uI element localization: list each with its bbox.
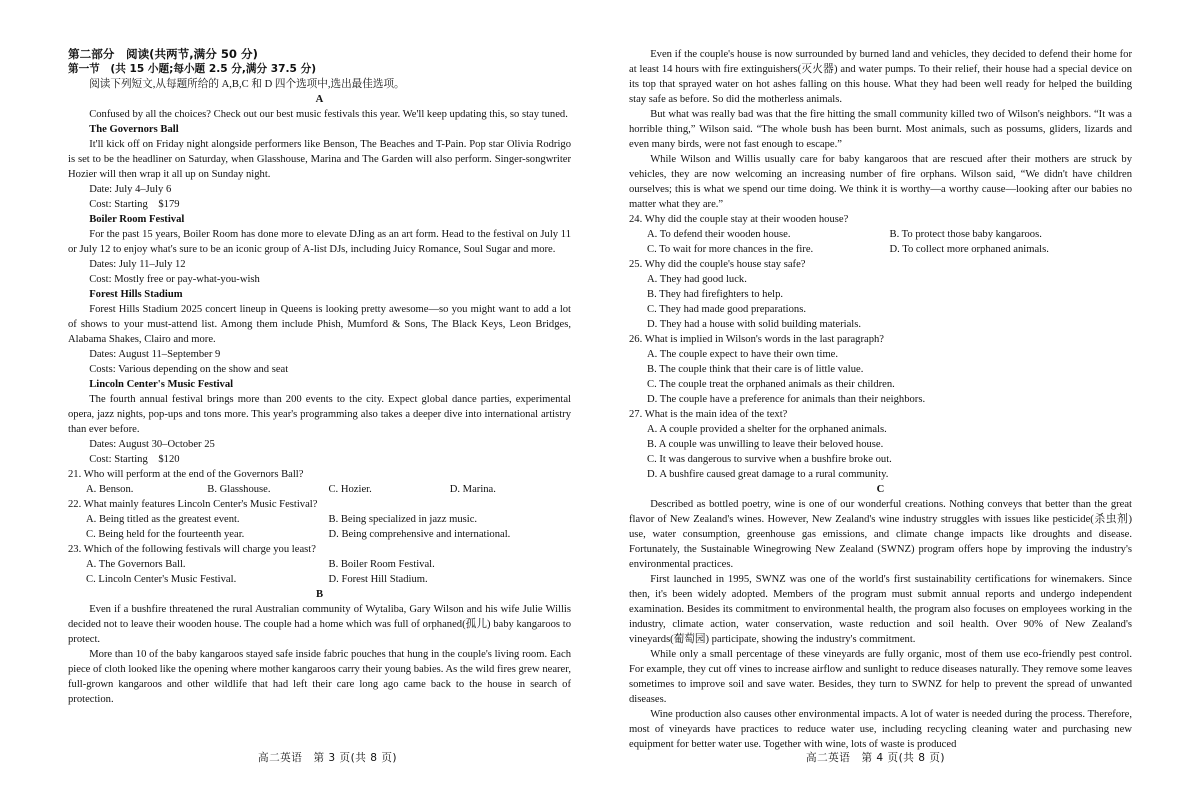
answer-option: D. Being comprehensive and international. bbox=[328, 529, 511, 540]
answer-option: A. They had good luck. bbox=[647, 274, 747, 285]
answer-option: A. To defend their wooden house. bbox=[647, 229, 791, 240]
question-options bbox=[68, 512, 571, 542]
answer-option: D. Marina. bbox=[449, 484, 496, 495]
question-options bbox=[629, 347, 1132, 407]
passage-c-paragraph: First launched in 1995, SWNZ was one of the world's first sustainability certifications for winemakers. Since then, it's been widely adopted. Members of the program must submit annual reports and undergo independent examination. Besides its commitment to environmental health, the program also focuses on employees working in the industry, climate action, water conservation, waste reduction and soil health. Over 90% of New Zealand's vineyards(葡萄园) participate, showing the industry's commitment. bbox=[629, 574, 1132, 645]
option-row bbox=[647, 467, 1132, 482]
passage-c-paragraph: Wine production also causes other environmental impacts. A lot of water is needed during the process. Therefore, most of vineyards have practices to reduce water use, including recycling cleaning water and purchasing new equipment for better water use. Together with wine, lots of waste is produced bbox=[629, 709, 1132, 750]
answer-option: D. To collect more orphaned animals. bbox=[889, 244, 1049, 255]
option-row bbox=[647, 437, 1132, 452]
answer-option: C. Hozier. bbox=[328, 484, 372, 495]
festival-text: The fourth annual festival brings more than 200 events to the city. Expect global dance parties, experimental opera, jazz nights, pop-ups and tons more. This year's programming also takes a deeper dive into international artistry than ever before. bbox=[68, 394, 571, 435]
answer-option: C. They had made good preparations. bbox=[647, 304, 806, 315]
passage-b-label: B bbox=[315, 589, 324, 600]
passage-a-intro: Confused by all the choices? Check out our best music festivals this year. We'll keep updating this, so stay tuned. bbox=[89, 109, 568, 120]
passage-c-paragraph: Described as bottled poetry, wine is one of our wonderful creations. Nothing conveys that better than the great flavor of New Zealand's wines. However, New Zealand's wine industry struggles with issues like pesticide(杀虫剂) use, water consumption, greenhouse gas emissions, and climate change impacts like droughts and disease. Fortunately, the Sustainable Winegrowing New Zealand (SWNZ) program offers hope by improving the industry's environmental practices. bbox=[629, 499, 1132, 570]
page-footer-right: 高二英语 第 4 页(共 8 页) bbox=[806, 752, 946, 764]
option-row bbox=[86, 482, 571, 497]
question-options bbox=[629, 227, 1132, 257]
passage-b-paragraph: While Wilson and Willis usually care for baby kangaroos that are rescued after their mothers are struck by vehicles, they are now welcoming an increasing number of fire orphans. Wilson said, “We didn't have children ourselves; this is what we spend our time doing. We think it is worthy—a worthy cause—looking after our babies no matter what they are.” bbox=[629, 154, 1132, 210]
passage-c-paragraph: While only a small percentage of these vineyards are fully organic, most of them use eco-friendly pest control. For example, they cut off vines to increase airflow and sunlight to reduce diseases naturally. They remove some leaves sometimes to improve soil and save water. Besides, they turn to SWNZ for help to prevent the spread of unwanted diseases. bbox=[629, 649, 1132, 705]
answer-option: C. Being held for the fourteenth year. bbox=[86, 529, 245, 540]
option-row bbox=[647, 362, 1132, 377]
passage-a-label: A bbox=[315, 94, 324, 105]
question-stem: 26. What is implied in Wilson's words in the last paragraph? bbox=[629, 334, 885, 345]
option-row bbox=[647, 377, 1132, 392]
answer-option: B. Glasshouse. bbox=[207, 484, 271, 495]
festival-cost: Cost: Starting $179 bbox=[89, 199, 180, 210]
answer-option: B. The couple think that their care is of little value. bbox=[647, 364, 864, 375]
questions-24-27 bbox=[629, 212, 1132, 482]
festival-text: Forest Hills Stadium 2025 concert lineup in Queens is looking pretty awesome—so you might want to add a lot of shows to your must-attend list. Among them include Phish, Mumford & Sons, The Black Keys, Leon Bridges, Alabama Shakes, Clairo and more. bbox=[68, 304, 571, 345]
option-row bbox=[86, 572, 571, 587]
option-row bbox=[86, 527, 571, 542]
answer-option: B. They had firefighters to help. bbox=[647, 289, 784, 300]
page-footer-left: 高二英语 第 3 页(共 8 页) bbox=[258, 752, 398, 764]
question-stem: 25. Why did the couple's house stay safe? bbox=[629, 259, 806, 270]
answer-option: D. They had a house with solid building materials. bbox=[647, 319, 862, 330]
festival-cost: Cost: Starting $120 bbox=[89, 454, 180, 465]
answer-option: B. To protect those baby kangaroos. bbox=[889, 229, 1042, 240]
section-title: 第一节 (共 15 小题;每小题 2.5 分,满分 37.5 分) bbox=[68, 63, 317, 75]
left-page-column bbox=[68, 47, 571, 707]
answer-option: D. The couple have a preference for animals than their neighbors. bbox=[647, 394, 926, 405]
option-row bbox=[86, 512, 571, 527]
question-options bbox=[68, 557, 571, 587]
festival-date: Date: July 4–July 6 bbox=[89, 184, 172, 195]
option-row bbox=[647, 227, 1132, 242]
answer-option: D. Forest Hill Stadium. bbox=[328, 574, 428, 585]
festival-title: Boiler Room Festival bbox=[89, 214, 185, 225]
answer-option: A. The couple expect to have their own time. bbox=[647, 349, 839, 360]
festival-date: Dates: July 11–July 12 bbox=[89, 259, 186, 270]
festival-title: Forest Hills Stadium bbox=[89, 289, 183, 300]
question-options bbox=[68, 482, 571, 497]
festival-date: Dates: August 11–September 9 bbox=[89, 349, 221, 360]
part-title: 第二部分 阅读(共两节,满分 50 分) bbox=[68, 47, 258, 61]
festival-cost: Costs: Various depending on the show and seat bbox=[89, 364, 289, 375]
option-row bbox=[647, 242, 1132, 257]
question-options bbox=[629, 272, 1132, 332]
passage-c-label: C bbox=[876, 484, 885, 495]
option-row bbox=[647, 422, 1132, 437]
answer-option: B. Being specialized in jazz music. bbox=[328, 514, 478, 525]
question-options bbox=[629, 422, 1132, 482]
option-row bbox=[86, 557, 571, 572]
option-row bbox=[647, 272, 1132, 287]
question-stem: 22. What mainly features Lincoln Center's Music Festival? bbox=[68, 499, 318, 510]
questions-21-23 bbox=[68, 467, 571, 587]
festival-text: For the past 15 years, Boiler Room has done more to elevate DJing as an art form. Head to the festival on July 11 or July 12 to enjoy what's sure to be an iconic group of A-list DJs, including Juicy Romance, Soul Sugar and more. bbox=[68, 229, 571, 255]
festival-title: The Governors Ball bbox=[89, 124, 179, 135]
answer-option: C. The couple treat the orphaned animals as their children. bbox=[647, 379, 895, 390]
answer-option: D. A bushfire caused great damage to a rural community. bbox=[647, 469, 889, 480]
answer-option: B. A couple was unwilling to leave their beloved house. bbox=[647, 439, 884, 450]
festival-text: It'll kick off on Friday night alongside performers like Benson, The Beaches and T-Pain. Pop star Olivia Rodrigo is set to be the headliner on Saturday, when Glasshouse, Marina and The Garden will also perform. Singer-songwriter Hozier will then wrap it all up on Sunday night. bbox=[68, 139, 571, 180]
answer-option: C. To wait for more chances in the fire. bbox=[647, 244, 814, 255]
answer-option: C. It was dangerous to survive when a bushfire broke out. bbox=[647, 454, 892, 465]
festival-title: Lincoln Center's Music Festival bbox=[89, 379, 234, 390]
option-row bbox=[647, 287, 1132, 302]
passage-b-paragraph: Even if the couple's house is now surrounded by burned land and vehicles, they decided to defend their home for at least 14 hours with fire extinguishers(灭火器) and water pumps. To their relief, their house had a special device on its top that sprayed water on hot ashes falling on this house. What they had been well ready for helped the building stay safe as before. So did the motherless animals. bbox=[629, 49, 1132, 105]
instruction: 阅读下列短文,从每题所给的 A,B,C 和 D 四个选项中,选出最佳选项。 bbox=[89, 79, 405, 90]
option-row bbox=[647, 302, 1132, 317]
option-row bbox=[647, 452, 1132, 467]
answer-option: A. Benson. bbox=[86, 484, 134, 495]
answer-option: B. Boiler Room Festival. bbox=[328, 559, 435, 570]
answer-option: A. A couple provided a shelter for the orphaned animals. bbox=[647, 424, 887, 435]
option-row bbox=[647, 392, 1132, 407]
option-row bbox=[647, 317, 1132, 332]
passage-b-paragraph: Even if a bushfire threatened the rural Australian community of Wytaliba, Gary Wilson and his wife Julie Willis decided not to leave their wooden house. The couple had a home which was full of orphaned(孤儿) baby kangaroos to protect. bbox=[68, 604, 571, 645]
festival-date: Dates: August 30–October 25 bbox=[89, 439, 215, 450]
passage-b-paragraph: More than 10 of the baby kangaroos stayed safe inside fabric pouches that hung in the couple's living room. Each piece of cloth looked like the opening where mother kangaroos carry their young babies. As the wild fires grew nearer, full-grown kangaroos and other wildlife that had left their care long ago came back to the house in search of protection. bbox=[68, 649, 571, 705]
answer-option: C. Lincoln Center's Music Festival. bbox=[86, 574, 237, 585]
festival-cost: Cost: Mostly free or pay-what-you-wish bbox=[89, 274, 260, 285]
question-stem: 27. What is the main idea of the text? bbox=[629, 409, 788, 420]
option-row bbox=[647, 347, 1132, 362]
answer-option: A. The Governors Ball. bbox=[86, 559, 186, 570]
answer-option: A. Being titled as the greatest event. bbox=[86, 514, 240, 525]
question-stem: 24. Why did the couple stay at their wooden house? bbox=[629, 214, 849, 225]
passage-b-paragraph: But what was really bad was that the fire hitting the small community killed two of Wilson's neighbors. “It was a horrible thing,” Wilson said. “The whole bush has been burnt. Most animals, such as possums, gliders, lizards and even many birds, were not fast enough to escape.” bbox=[629, 109, 1132, 150]
question-stem: 23. Which of the following festivals will charge you least? bbox=[68, 544, 316, 555]
question-stem: 21. Who will perform at the end of the Governors Ball? bbox=[68, 469, 304, 480]
right-page-column bbox=[629, 47, 1132, 752]
